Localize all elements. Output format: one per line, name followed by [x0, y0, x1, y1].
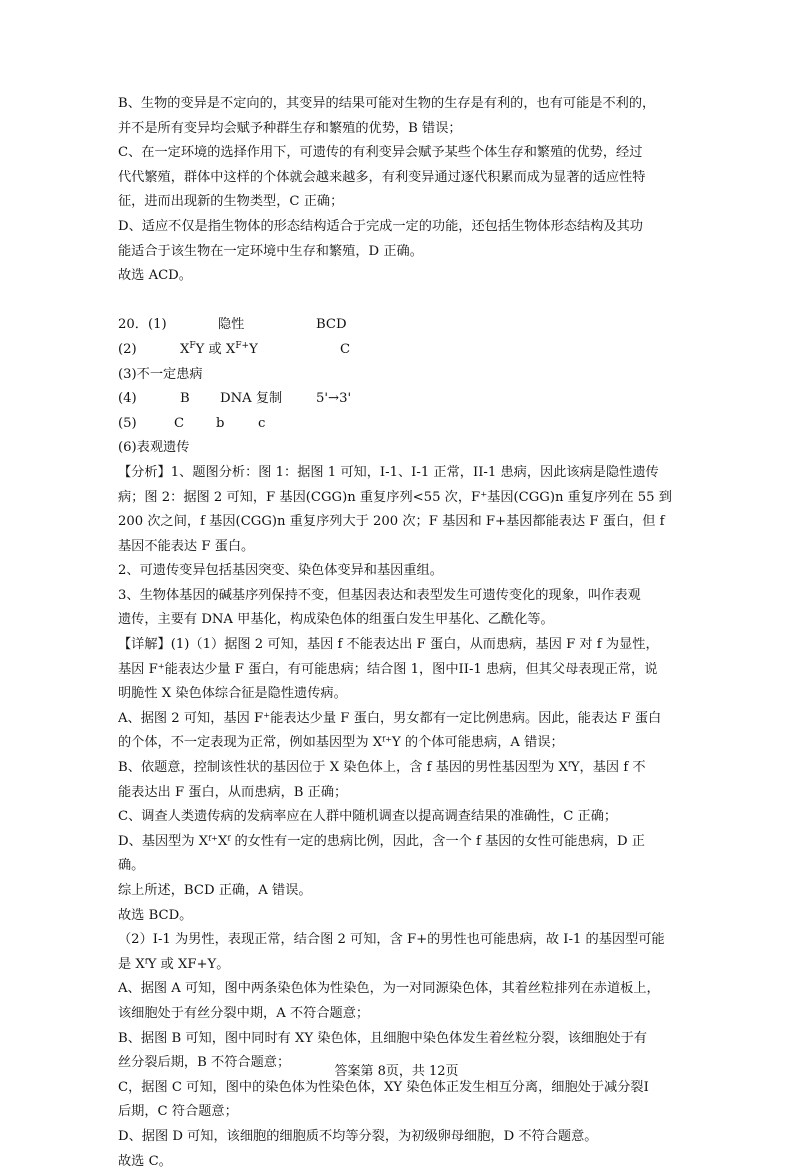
text-line: 后期，C 符合题意； — [118, 1104, 238, 1120]
answer-value: B — [180, 391, 190, 407]
text-line: 能适合于该生物在一定环境中生存和繁殖，D 正确。 — [118, 243, 423, 259]
text-line: 综上所述，BCD 正确，A 错误。 — [118, 883, 312, 898]
answer-value: 5'→3' — [316, 391, 352, 407]
answer-value: DNA 复制 — [220, 391, 283, 407]
text-line: 的个体，不一定表现为正常，例如基因型为 Xᶠ⁺Y 的个体可能患病，A 错误； — [118, 735, 564, 751]
answer-number: (5) — [118, 415, 137, 431]
text-line: 故选 C。 — [118, 1153, 172, 1169]
text-line: D、基因型为 Xᶠ⁺Xᶠ 的女性有一定的患病比例，因此，含一个 f 基因的女性可能患病，D 正 — [118, 833, 645, 849]
text-line: D、适应不仅是指生物体的形态结构适合于完成一定的功能，还包括生物体形态结构及其功 — [118, 218, 643, 234]
text-line: 是 XᶠY 或 XF+Y。 — [118, 956, 230, 972]
page-footer: 答案第 8页，共 12页 — [334, 1064, 459, 1079]
answer-number: 20．(1) — [118, 317, 167, 333]
answer-value: $X^FY$ 或 $X^{F+}Y$ — [180, 340, 258, 357]
answer-value: c — [258, 415, 266, 431]
answer-value: BCD — [316, 317, 347, 333]
text-line: 能表达出 F 蛋白，从而患病，B 正确； — [118, 784, 348, 800]
text-line: 基因不能表达 F 蛋白。 — [118, 538, 255, 554]
answer-row-3: (3)不一定患病 — [118, 366, 203, 382]
text-line: 【详解】(1)（1）据图 2 可知，基因 f 不能表达出 F 蛋白，从而患病，基因 F 对 f 为显性， — [118, 637, 659, 653]
text-line: D、据图 D 可知，该细胞的细胞质不均等分裂，为初级卵母细胞，D 不符合题意。 — [118, 1128, 598, 1144]
text-line: 200 次之间，f 基因(CGG)n 重复序列大于 200 次；F 基因和 F+基因都能表达 F 蛋白，但 f — [118, 514, 665, 530]
page-content — [118, 92, 683, 1174]
text-line: A、据图 A 可知，图中两条染色体为性染色，为一对同源染色体，其着丝粒排列在赤道板上， — [118, 981, 660, 997]
text-line: 并不是所有变异均会赋予种群生存和繁殖的优势，B 错误； — [118, 120, 462, 136]
text-line: B、据图 B 可知，图中同时有 XY 染色体，且细胞中染色体发生着丝粒分裂，该细胞处于有 — [118, 1030, 647, 1046]
text-line: 确。 — [118, 858, 145, 874]
text-line: A、据图 2 可知，基因 F⁺能表达少量 F 蛋白，男女都有一定比例患病。因此，能表达 F 蛋白 — [118, 710, 662, 726]
text-line: 遗传，主要有 DNA 甲基化，构成染色体的组蛋白发生甲基化、乙酰化等。 — [118, 612, 554, 628]
text-line: 故选 BCD。 — [118, 907, 193, 923]
text-line: 丝分裂后期，B 不符合题意； — [118, 1055, 291, 1071]
text-line: 基因 F⁺能表达少量 F 蛋白，有可能患病；结合图 1，图中II-1 患病，但其父母表现正常，说 — [118, 661, 658, 677]
answer-row-2 — [118, 338, 683, 363]
text-line: 该细胞处于有丝分裂中期，A 不符合题意； — [118, 1005, 370, 1021]
text-line: C，据图 C 可知，图中的染色体为性染色体，XY 染色体正发生相互分离，细胞处于减分裂I — [118, 1079, 649, 1095]
answer-number: (2) — [118, 341, 137, 357]
answer-row-5 — [118, 412, 683, 437]
text-line: 明脆性 X 染色体综合征是隐性遗传病。 — [118, 686, 347, 702]
text-line: 征，进而出现新的生物类型，C 正确； — [118, 194, 344, 210]
answer-value: C — [340, 341, 351, 357]
answer-value: 隐性 — [218, 317, 245, 333]
answer-row-4 — [118, 387, 683, 412]
text-line: C、调查人类遗传病的发病率应在人群中随机调查以提高调查结果的准确性，C 正确； — [118, 809, 618, 825]
answer-row-1 — [118, 313, 683, 338]
text-line: （2）I-1 为男性，表现正常，结合图 2 可知，含 F+的男性也可能患病，故 I-1 的基因型可能 — [118, 932, 665, 948]
answer-row-6: (6)表观遗传 — [118, 440, 190, 456]
text-line: B、依题意，控制该性状的基因位于 X 染色体上，含 f 基因的男性基因型为 XᶠY，基因 f 不 — [118, 760, 646, 776]
text-line: 【分析】1、题图分析：图 1：据图 1 可知，I-1、I-1 正常，II-1 患病，因此该病是隐性遗传 — [118, 464, 659, 480]
answer-value: C — [174, 415, 185, 431]
text-line: 2、可遗传变异包括基因突变、染色体变异和基因重组。 — [118, 563, 443, 579]
text-line: 病；图 2：据图 2 可知，F 基因(CGG)n 重复序列<55 次，F⁺基因(CGG)n 重复序列在 55 到 — [118, 489, 672, 505]
text-line: 代代繁殖，群体中这样的个体就会越来越多，有利变异通过逐代积累而成为显著的适应性特 — [118, 169, 646, 185]
text-line: B、生物的变异是不定向的，其变异的结果可能对生物的生存是有利的，也有可能是不利的， — [118, 96, 656, 111]
answer-value: b — [216, 415, 225, 431]
blank-line — [118, 289, 683, 314]
text-line: 故选 ACD。 — [118, 268, 192, 284]
text-line: C、在一定环境的选择作用下，可遗传的有利变异会赋予某些个体生存和繁殖的优势，经过 — [118, 145, 643, 161]
answer-number: (4) — [118, 391, 137, 407]
text-line: 3、生物体基因的碱基序列保持不变，但基因表达和表型发生可遗传变化的现象，叫作表观 — [118, 587, 641, 603]
